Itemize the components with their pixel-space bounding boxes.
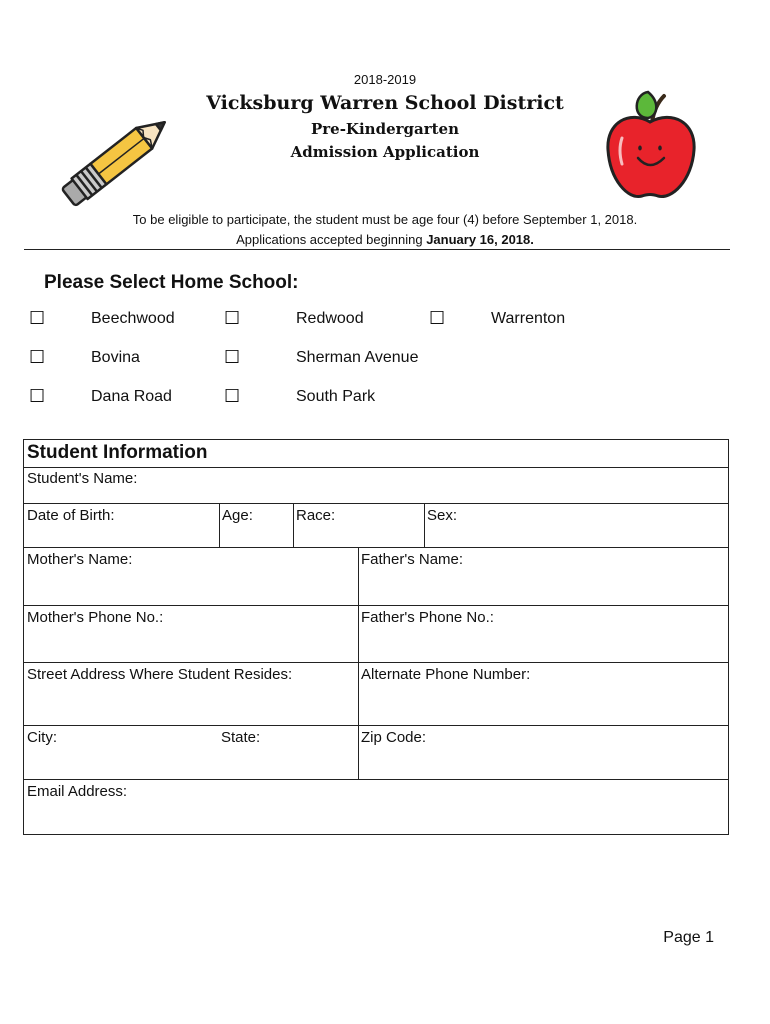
date-of-birth-field[interactable]: Date of Birth: xyxy=(27,507,115,524)
students-name-field[interactable]: Student's Name: xyxy=(27,470,138,487)
form-title: Admission Application xyxy=(290,143,480,161)
city-field[interactable]: City: xyxy=(27,729,57,746)
fathers-name-field[interactable]: Father's Name: xyxy=(361,551,464,568)
form-line xyxy=(24,662,728,663)
checkbox-bovina[interactable]: ☐ xyxy=(29,347,46,367)
application-date-note xyxy=(0,232,770,247)
school-year: 2018-2019 xyxy=(353,72,417,87)
option-beechwood: Beechwood xyxy=(91,310,175,327)
checkbox-south-park[interactable]: ☐ xyxy=(224,386,241,406)
option-redwood: Redwood xyxy=(296,310,364,327)
form-line xyxy=(24,467,728,468)
form-divider xyxy=(358,547,359,779)
page-number: Page 1 xyxy=(663,929,714,946)
form-line xyxy=(24,503,728,504)
option-warrenton: Warrenton xyxy=(491,310,566,327)
option-dana-road: Dana Road xyxy=(91,388,172,405)
option-bovina: Bovina xyxy=(91,349,140,366)
form-divider xyxy=(293,503,294,547)
student-info-title: Student Information xyxy=(27,442,208,463)
age-field[interactable]: Age: xyxy=(222,507,253,524)
form-line xyxy=(24,779,728,780)
application-date-prefix: Applications accepted beginning xyxy=(236,232,427,247)
option-sherman-avenue: Sherman Avenue xyxy=(296,349,419,366)
zip-code-field[interactable]: Zip Code: xyxy=(361,729,427,746)
email-address-field[interactable]: Email Address: xyxy=(27,783,128,800)
form-line xyxy=(24,605,728,606)
form-line xyxy=(24,725,728,726)
checkbox-sherman-avenue[interactable]: ☐ xyxy=(224,347,241,367)
checkbox-dana-road[interactable]: ☐ xyxy=(29,386,46,406)
header-divider xyxy=(24,249,730,250)
street-address-field[interactable]: Street Address Where Student Resides: xyxy=(27,666,293,683)
option-south-park: South Park xyxy=(296,388,376,405)
form-line xyxy=(24,547,728,548)
form-divider xyxy=(219,503,220,547)
form-divider xyxy=(424,503,425,547)
student-info-form xyxy=(23,439,729,835)
checkbox-beechwood[interactable]: ☐ xyxy=(29,308,46,328)
checkbox-redwood[interactable]: ☐ xyxy=(224,308,241,328)
race-field[interactable]: Race: xyxy=(296,507,336,524)
application-date: January 16, 2018. xyxy=(426,232,534,247)
fathers-phone-field[interactable]: Father's Phone No.: xyxy=(361,609,494,626)
state-field[interactable]: State: xyxy=(221,729,261,746)
alternate-phone-field[interactable]: Alternate Phone Number: xyxy=(361,666,531,683)
district-name: Vicksburg Warren School District xyxy=(206,92,564,114)
checkbox-warrenton[interactable]: ☐ xyxy=(429,308,446,328)
mothers-phone-field[interactable]: Mother's Phone No.: xyxy=(27,609,164,626)
sex-field[interactable]: Sex: xyxy=(427,507,458,524)
eligibility-note: To be eligible to participate, the student must be age four (4) before September 1, 2018. xyxy=(132,212,638,227)
home-school-title: Please Select Home School: xyxy=(44,272,299,293)
mothers-name-field[interactable]: Mother's Name: xyxy=(27,551,133,568)
program-name: Pre-Kindergarten xyxy=(310,120,459,138)
